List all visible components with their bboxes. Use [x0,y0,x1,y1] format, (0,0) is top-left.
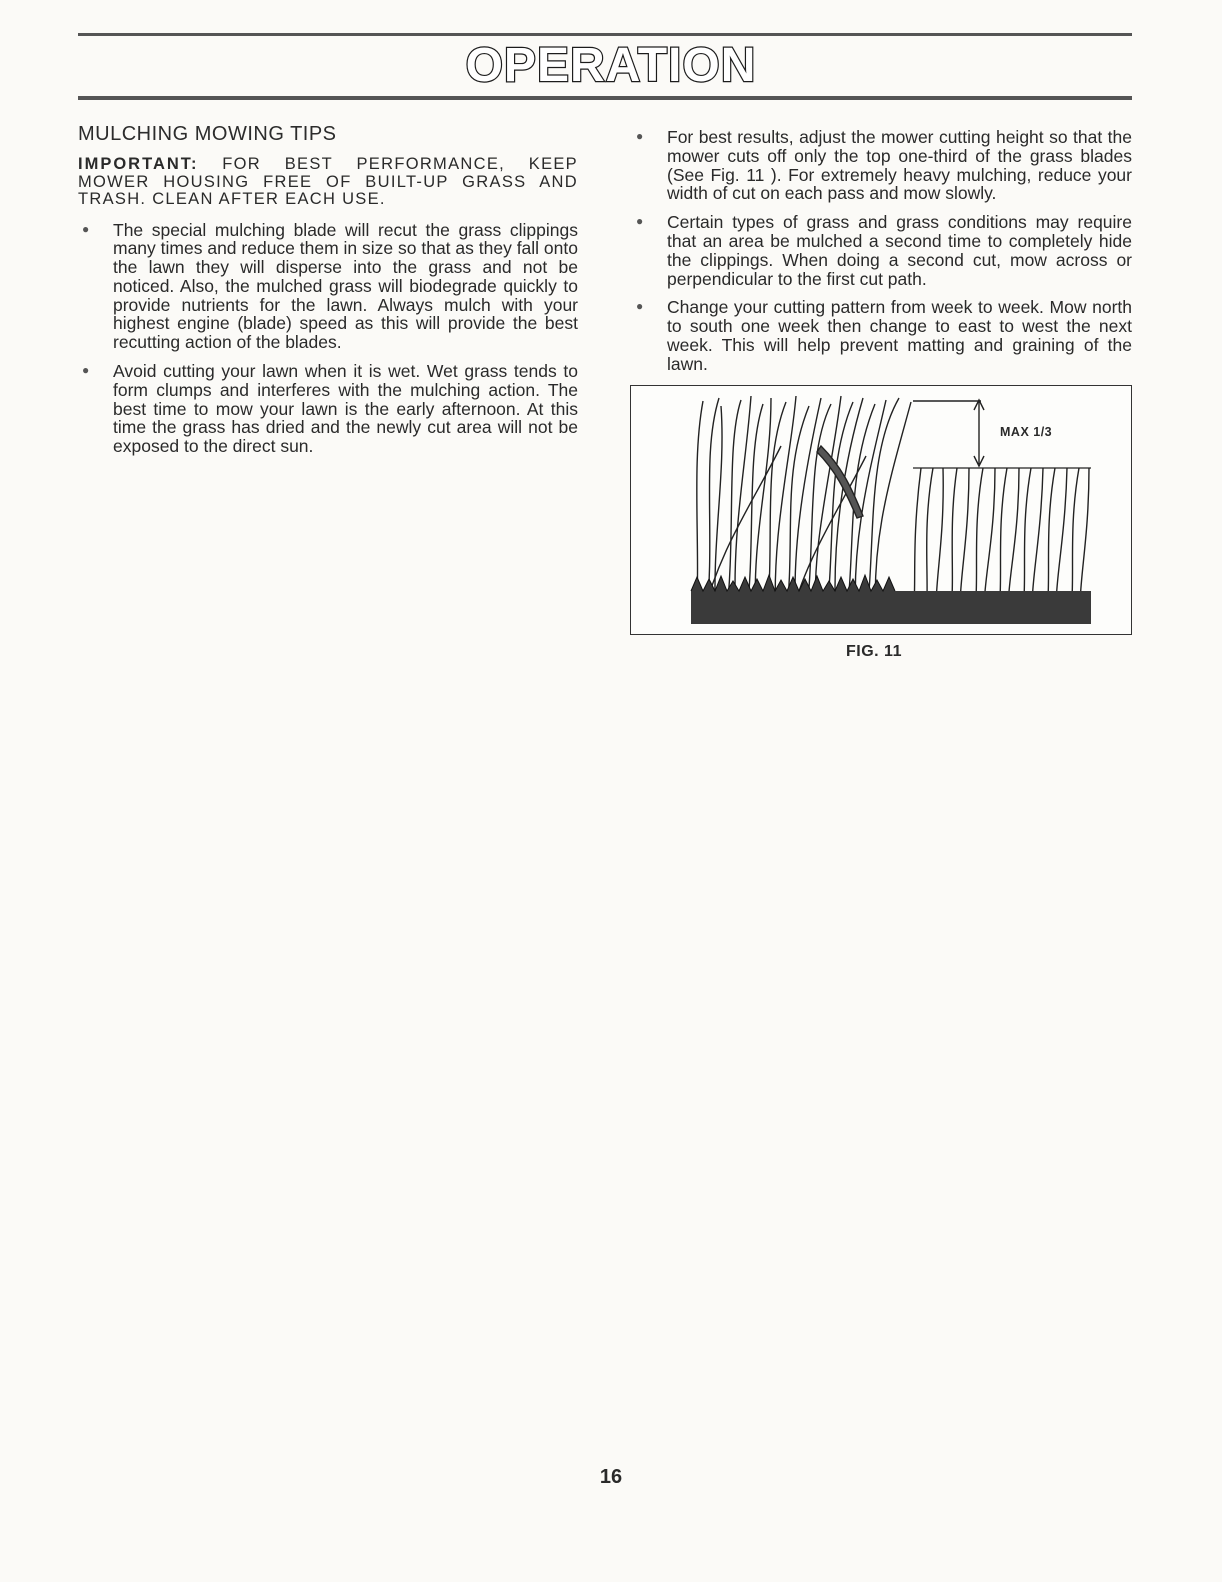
section-heading: MULCHING MOWING TIPS [78,123,337,145]
list-item [632,128,1132,203]
list-item [78,362,578,456]
max-label: MAX 1/3 [1000,425,1053,439]
left-column [78,122,578,466]
bullet-icon: ● [636,214,644,229]
title-underline [78,96,1132,100]
bullet-text: Certain types of grass and grass conditions may require that an area be mulched a second time to completely hide the clippings. When doing a second cut, mow across or perpendicular to the first cut path. [667,212,1132,289]
important-label: IMPORTANT: [78,155,199,173]
page-number: 16 [599,1466,623,1488]
bullet-icon: ● [82,221,90,236]
left-bullet-list [78,221,578,457]
right-bullet-list [632,128,1132,374]
list-item [632,298,1132,373]
important-text: FOR BEST PERFORMANCE, KEEP MOWER HOUSING FREE OF BUILT-UP GRASS AND TRASH. CLEAN AFTER EACH USE. [78,155,578,208]
bullet-text: For best results, adjust the mower cutting height so that the mower cuts off only the top one-third of the grass blades (See Fig. 11 ). For extremely heavy mulching, reduce your width of cut on each pass and mow slowly. [667,127,1132,204]
right-column [632,128,1132,384]
list-item [632,213,1132,288]
important-note [78,156,578,209]
bullet-text: The special mulching blade will recut the grass clippings many times and reduce them in size so that as they fall onto the lawn they will disperse into the grass and not be noticed. Also, the mulched grass will biodegrade quickly to provide nutrients for the lawn. Always mulch with your highest engine (blade) speed as this will provide the best recutting action of the blades. [113,219,578,353]
list-item [78,221,578,353]
grass-figure [630,385,1132,635]
bullet-icon: ● [82,363,90,378]
grass-illustration [631,386,1131,634]
figure-caption: FIG. 11 [846,643,902,660]
bullet-icon: ● [636,299,644,314]
page-title: OPERATION [465,39,757,92]
bullet-text: Avoid cutting your lawn when it is wet. Wet grass tends to form clumps and interferes with the mulching action. The best time to mow your lawn is the early afternoon. At this time the grass has dried and the newly cut area will not be exposed to the direct sun. [113,361,578,457]
bullet-icon: ● [636,129,644,143]
bullet-text: Change your cutting pattern from week to week. Mow north to south one week then change to east to west the next week. This will help prevent matting and graining of the lawn. [667,297,1132,374]
